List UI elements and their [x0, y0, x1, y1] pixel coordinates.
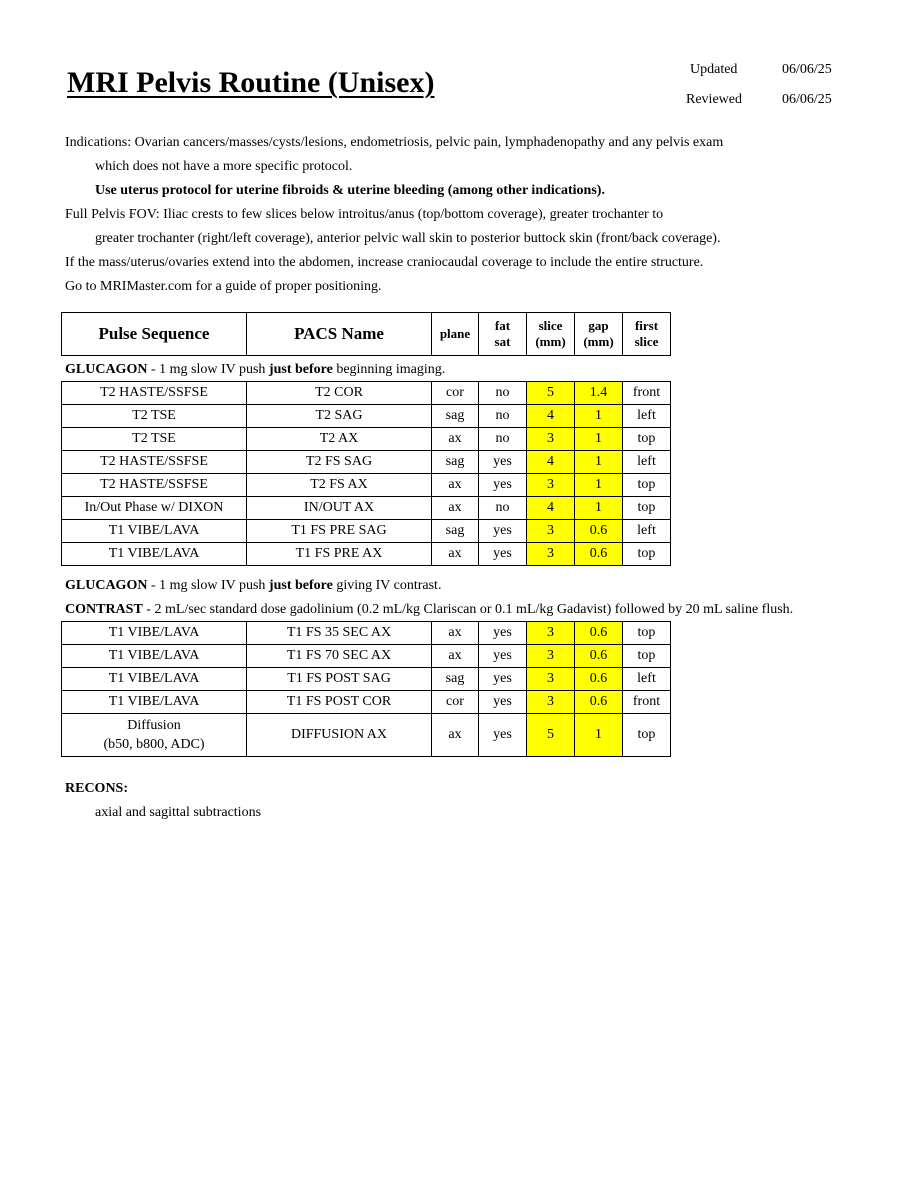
cell-first-slice: top — [623, 428, 671, 451]
header-slice: slice — [538, 318, 563, 333]
cell-gap: 1 — [575, 428, 623, 451]
cell-plane: ax — [432, 428, 479, 451]
cell-plane: cor — [432, 382, 479, 405]
uterus-protocol-note: Use uterus protocol for uterine fibroids & uterine bleeding (among other indications). — [95, 183, 605, 198]
cell-gap: 0.6 — [575, 691, 623, 714]
cell-pacs-name: T2 AX — [247, 428, 432, 451]
reviewed-label: Reviewed — [686, 92, 742, 107]
diffusion-label: Diffusion — [127, 718, 181, 733]
cell-gap: 0.6 — [575, 543, 623, 566]
header-fat-sat — [479, 313, 527, 356]
cell-gap: 0.6 — [575, 645, 623, 668]
cell-pulse-sequence — [62, 714, 247, 757]
cell-first-slice: top — [623, 714, 671, 757]
recons-label: RECONS: — [65, 781, 129, 796]
table-row — [62, 428, 671, 451]
table-row — [62, 691, 671, 714]
cell-pacs-name: DIFFUSION AX — [247, 714, 432, 757]
table-row — [62, 668, 671, 691]
header-slice-unit: (mm) — [535, 334, 566, 349]
cell-plane: ax — [432, 714, 479, 757]
cell-slice: 3 — [527, 428, 575, 451]
positioning-note: Go to MRIMaster.com for a guide of proper positioning. — [65, 279, 382, 294]
pre-contrast-table — [61, 381, 671, 566]
glucagon-emphasis: just before — [268, 362, 333, 377]
header-sat: sat — [494, 334, 511, 349]
cell-gap: 0.6 — [575, 520, 623, 543]
cell-plane: cor — [432, 691, 479, 714]
cell-pulse-sequence: T2 TSE — [62, 405, 247, 428]
cell-slice: 3 — [527, 668, 575, 691]
pre-contrast-rows — [62, 382, 671, 566]
header-first: first — [634, 318, 659, 333]
cell-first-slice: left — [623, 668, 671, 691]
header-slice-mm — [527, 313, 575, 356]
indications-line-2: which does not have a more specific protocol. — [95, 159, 353, 174]
contrast-note — [65, 602, 793, 618]
cell-slice: 4 — [527, 451, 575, 474]
glucagon-note-pre — [65, 362, 445, 378]
cell-pulse-sequence: T2 TSE — [62, 428, 247, 451]
cell-slice: 3 — [527, 691, 575, 714]
cell-pacs-name: T1 FS POST COR — [247, 691, 432, 714]
cell-first-slice: left — [623, 520, 671, 543]
cell-first-slice: top — [623, 543, 671, 566]
header-plane: plane — [432, 313, 479, 356]
header-first-slice-word: slice — [634, 334, 659, 349]
table-row — [62, 622, 671, 645]
cell-pacs-name: T1 FS POST SAG — [247, 668, 432, 691]
glucagon-note-contrast — [65, 578, 441, 594]
cell-fat-sat: yes — [479, 520, 527, 543]
cell-pacs-name: IN/OUT AX — [247, 497, 432, 520]
glucagon-emphasis-2: just before — [268, 578, 333, 593]
cell-pulse-sequence: In/Out Phase w/ DIXON — [62, 497, 247, 520]
cell-pacs-name: T1 FS PRE AX — [247, 543, 432, 566]
table-row — [62, 451, 671, 474]
cell-fat-sat: yes — [479, 714, 527, 757]
indications-line-1: Indications: Ovarian cancers/masses/cysts/lesions, endometriosis, pelvic pain, lymphadenopathy and any pelvis exam — [65, 135, 724, 150]
table-row — [62, 645, 671, 668]
cell-fat-sat: yes — [479, 691, 527, 714]
recons-item: axial and sagittal subtractions — [95, 805, 262, 820]
cell-pulse-sequence: T1 VIBE/LAVA — [62, 622, 247, 645]
cell-slice: 5 — [527, 714, 575, 757]
cell-pacs-name: T1 FS 70 SEC AX — [247, 645, 432, 668]
fov-line-2: greater trochanter (right/left coverage), anterior pelvic wall skin to posterior buttock skin (front/back coverage). — [95, 231, 721, 246]
post-contrast-table — [61, 621, 671, 757]
sequence-table-header — [61, 312, 671, 356]
fov-line-1: Full Pelvis FOV: Iliac crests to few slices below introitus/anus (top/bottom coverage), greater trochanter to — [65, 207, 664, 222]
cell-slice: 3 — [527, 520, 575, 543]
cell-gap: 1.4 — [575, 382, 623, 405]
cell-pulse-sequence: T1 VIBE/LAVA — [62, 543, 247, 566]
table-row — [62, 382, 671, 405]
cell-gap: 0.6 — [575, 622, 623, 645]
cell-pulse-sequence: T2 HASTE/SSFSE — [62, 474, 247, 497]
cell-pacs-name: T2 FS AX — [247, 474, 432, 497]
cell-fat-sat: no — [479, 497, 527, 520]
contrast-text: - 2 mL/sec standard dose gadolinium (0.2 mL/kg Clariscan or 0.1 mL/kg Gadavist) followed by 20 mL saline flush. — [142, 602, 794, 617]
cell-fat-sat: yes — [479, 668, 527, 691]
page-title: MRI Pelvis Routine (Unisex) — [67, 66, 435, 99]
cell-gap: 1 — [575, 497, 623, 520]
cell-pacs-name: T1 FS PRE SAG — [247, 520, 432, 543]
abdomen-note: If the mass/uterus/ovaries extend into the abdomen, increase craniocaudal coverage to include the entire structure. — [65, 255, 704, 270]
cell-slice: 4 — [527, 497, 575, 520]
cell-gap: 1 — [575, 451, 623, 474]
cell-first-slice: top — [623, 622, 671, 645]
header-gap: gap — [588, 318, 609, 333]
glucagon-label: GLUCAGON — [65, 362, 148, 377]
cell-plane: sag — [432, 405, 479, 428]
header-first-slice — [623, 313, 671, 356]
cell-plane: ax — [432, 474, 479, 497]
header-gap-unit: (mm) — [583, 334, 614, 349]
table-row — [62, 474, 671, 497]
cell-plane: sag — [432, 451, 479, 474]
glucagon-text-2: beginning imaging. — [332, 362, 446, 377]
cell-first-slice: top — [623, 645, 671, 668]
cell-first-slice: top — [623, 497, 671, 520]
cell-pulse-sequence: T2 HASTE/SSFSE — [62, 382, 247, 405]
reviewed-date: 06/06/25 — [782, 92, 832, 107]
cell-pacs-name: T2 COR — [247, 382, 432, 405]
cell-slice: 3 — [527, 474, 575, 497]
cell-pulse-sequence: T1 VIBE/LAVA — [62, 520, 247, 543]
table-row — [62, 520, 671, 543]
cell-plane: ax — [432, 543, 479, 566]
table-row — [62, 497, 671, 520]
cell-gap: 1 — [575, 405, 623, 428]
cell-gap: 0.6 — [575, 668, 623, 691]
diffusion-row-group — [62, 714, 671, 757]
cell-fat-sat: yes — [479, 645, 527, 668]
cell-fat-sat: yes — [479, 622, 527, 645]
header-pulse-sequence: Pulse Sequence — [62, 313, 247, 356]
cell-slice: 4 — [527, 405, 575, 428]
cell-first-slice: front — [623, 382, 671, 405]
cell-pacs-name: T2 FS SAG — [247, 451, 432, 474]
cell-fat-sat: no — [479, 382, 527, 405]
header-fat: fat — [494, 318, 511, 333]
cell-plane: ax — [432, 645, 479, 668]
cell-pulse-sequence: T1 VIBE/LAVA — [62, 668, 247, 691]
cell-fat-sat: yes — [479, 451, 527, 474]
cell-slice: 3 — [527, 543, 575, 566]
updated-date: 06/06/25 — [782, 62, 832, 77]
cell-plane: sag — [432, 668, 479, 691]
cell-gap: 1 — [575, 474, 623, 497]
cell-plane: sag — [432, 520, 479, 543]
glucagon-text-4: giving IV contrast. — [332, 578, 442, 593]
cell-first-slice: front — [623, 691, 671, 714]
cell-pulse-sequence: T1 VIBE/LAVA — [62, 645, 247, 668]
cell-first-slice: left — [623, 405, 671, 428]
header-pacs-name: PACS Name — [247, 313, 432, 356]
post-contrast-rows — [62, 622, 671, 714]
cell-pacs-name: T2 SAG — [247, 405, 432, 428]
cell-pulse-sequence: T1 VIBE/LAVA — [62, 691, 247, 714]
cell-fat-sat: no — [479, 428, 527, 451]
diffusion-b-values: (b50, b800, ADC) — [103, 737, 205, 752]
cell-fat-sat: no — [479, 405, 527, 428]
cell-fat-sat: yes — [479, 474, 527, 497]
header-gap-mm — [575, 313, 623, 356]
cell-plane: ax — [432, 497, 479, 520]
table-row — [62, 405, 671, 428]
cell-pulse-sequence: T2 HASTE/SSFSE — [62, 451, 247, 474]
cell-slice: 3 — [527, 622, 575, 645]
glucagon-text-3: - 1 mg slow IV push — [147, 578, 269, 593]
cell-first-slice: left — [623, 451, 671, 474]
cell-slice: 3 — [527, 645, 575, 668]
contrast-label: CONTRAST — [65, 602, 143, 617]
table-row — [62, 714, 671, 757]
updated-label: Updated — [690, 62, 738, 77]
table-row — [62, 543, 671, 566]
cell-slice: 5 — [527, 382, 575, 405]
cell-first-slice: top — [623, 474, 671, 497]
cell-pacs-name: T1 FS 35 SEC AX — [247, 622, 432, 645]
cell-fat-sat: yes — [479, 543, 527, 566]
cell-gap: 1 — [575, 714, 623, 757]
glucagon-label-2: GLUCAGON — [65, 578, 148, 593]
glucagon-text-1: - 1 mg slow IV push — [147, 362, 269, 377]
cell-plane: ax — [432, 622, 479, 645]
